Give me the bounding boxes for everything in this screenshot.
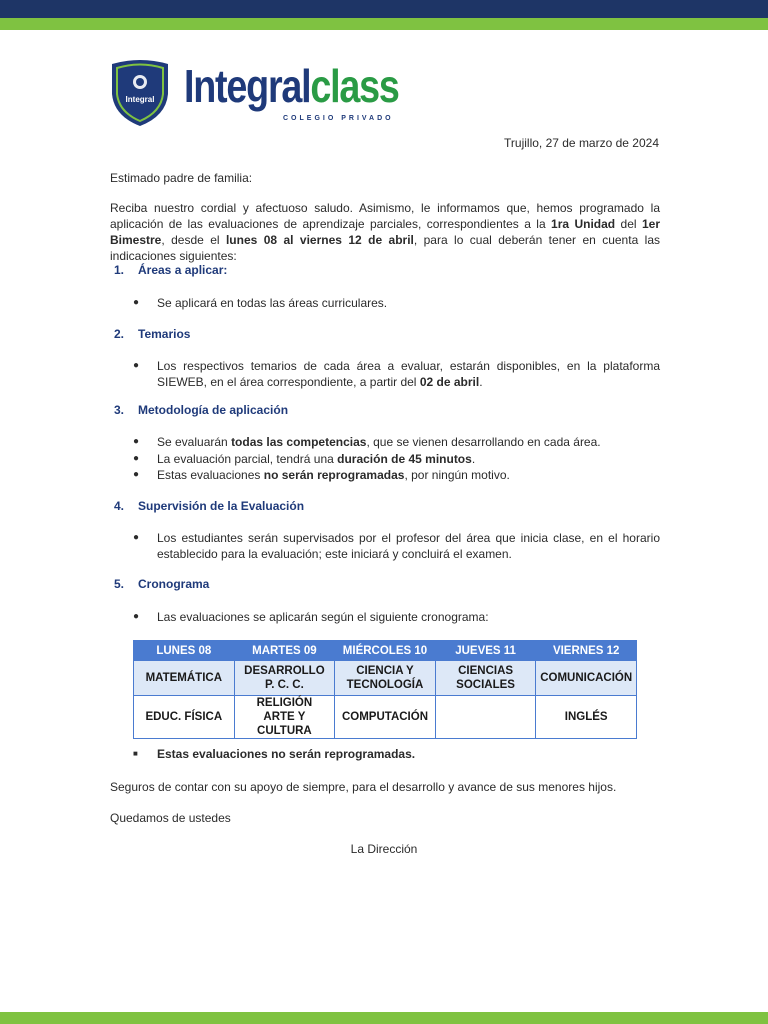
- text-run: .: [479, 375, 483, 389]
- section-title: Metodología de aplicación: [138, 403, 289, 417]
- intro-text-3: , desde el: [161, 233, 226, 247]
- list-item: [133, 434, 660, 450]
- bullet-icon: ●: [133, 436, 140, 447]
- text-run: .: [471, 452, 476, 466]
- text-run: Los respectivos temarios de cada área a evaluar, estarán disponibles, en la plataforma SIEWEB, en el área correspondiente, a partir del: [157, 359, 660, 389]
- text-bold: no serán reprogramadas: [263, 468, 405, 482]
- intro-bold-1: 1ra Unidad: [551, 217, 616, 231]
- column-header: MIÉRCOLES 10: [335, 641, 436, 661]
- section-heading-4: [114, 499, 304, 513]
- cell-line: MATEMÁTICA: [145, 672, 223, 684]
- list-item-text: Las evaluaciones se aplicarán según el siguiente cronograma:: [157, 610, 489, 624]
- table-cell: [234, 696, 335, 739]
- cell-line: CIENCIA Y: [356, 665, 414, 677]
- text-bold: todas las competencias: [231, 435, 367, 449]
- column-header: MARTES 09: [234, 641, 335, 661]
- list-item-text: Se aplicará en todas las áreas curriculares.: [157, 296, 388, 310]
- signature: La Dirección: [350, 842, 418, 856]
- cell-line: INGLÉS: [564, 711, 608, 723]
- text-bold: duración de 45 minutos: [337, 452, 472, 466]
- table-cell: [134, 661, 235, 696]
- column-header: VIERNES 12: [536, 641, 637, 661]
- cell-line: EDUC. FÍSICA: [145, 711, 223, 723]
- section-heading-2: [114, 327, 190, 341]
- table-cell: [435, 696, 536, 739]
- brand-part2: class: [310, 60, 399, 112]
- column-header: LUNES 08: [134, 641, 235, 661]
- cell-line: COMPUTACIÓN: [341, 711, 428, 723]
- list-item: [133, 609, 660, 625]
- section-number: 2.: [114, 327, 125, 341]
- section-title: Temarios: [138, 327, 191, 341]
- farewell: Quedamos de ustedes: [110, 811, 231, 825]
- text-bold: 02 de abril: [419, 375, 480, 389]
- brand-tagline: COLEGIO PRIVADO: [283, 115, 394, 122]
- table-cell: [134, 696, 235, 739]
- cell-line: TECNOLOGÍA: [346, 679, 424, 691]
- cell-line: CIENCIAS: [458, 665, 514, 677]
- bullet-icon: ●: [133, 532, 140, 543]
- table-cell: [335, 661, 436, 696]
- cell-line: DESARROLLO: [244, 665, 325, 677]
- top-green-bar: [0, 18, 768, 30]
- intro-bold-3: lunes 08 al viernes 12 de abril: [225, 233, 414, 247]
- shield-label: Integral: [125, 95, 155, 104]
- column-header: JUEVES 11: [435, 641, 536, 661]
- section-heading-1: [114, 263, 227, 277]
- intro-paragraph: [110, 200, 660, 264]
- table-cell: [536, 696, 637, 739]
- intro-bold-2: 1er Bimestre: [110, 217, 661, 247]
- closing-paragraph: Seguros de contar con su apoyo de siempre, para el desarrollo y avance de sus menores hijos.: [110, 780, 617, 794]
- intro-text-4: , para lo cual deberán tener en cuenta las indicaciones siguientes:: [110, 233, 660, 263]
- brand-part1: Integral: [184, 60, 311, 112]
- list-item-text: [157, 358, 660, 390]
- cell-line: ARTE Y CULTURA: [257, 711, 312, 737]
- bullet-icon: ●: [133, 297, 140, 308]
- section-title: Supervisión de la Evaluación: [138, 499, 305, 513]
- cell-line: RELIGIÓN: [256, 697, 313, 709]
- greeting: Estimado padre de familia:: [110, 171, 253, 185]
- cell-line: SOCIALES: [456, 679, 515, 691]
- list-item: [133, 295, 660, 311]
- table-header-row: [134, 641, 637, 661]
- list-item: [133, 358, 660, 390]
- list-item-text: [157, 451, 660, 467]
- section-title: Cronograma: [138, 577, 210, 591]
- section-number: 3.: [114, 403, 125, 417]
- text-run: La evaluación parcial, tendrá una: [157, 452, 338, 466]
- table-row: [134, 696, 637, 739]
- text-run: , por ningún motivo.: [404, 468, 510, 482]
- table-cell: [234, 661, 335, 696]
- bullet-icon: ●: [133, 453, 140, 464]
- cell-line: P. C. C.: [265, 679, 304, 691]
- list-item-text: [157, 467, 660, 483]
- intro-text-2: del: [615, 217, 642, 231]
- section-number: 4.: [114, 499, 125, 513]
- text-run: Se evaluarán: [157, 435, 232, 449]
- shield-emblem-icon: [108, 58, 172, 128]
- list-item-text: Los estudiantes serán supervisados por el profesor del área que inicia clase, en el horario establecido para la evaluación; este iniciará y concluirá el examen.: [157, 531, 660, 561]
- note-text: Estas evaluaciones no serán reprogramadas.: [157, 747, 416, 761]
- list-item: [133, 530, 660, 562]
- section-number: 1.: [114, 263, 125, 277]
- table-row: [134, 661, 637, 696]
- note-item: [133, 746, 660, 762]
- table-cell: [435, 661, 536, 696]
- schedule-table: [133, 640, 637, 739]
- section-number: 5.: [114, 577, 125, 591]
- bottom-green-bar: [0, 1012, 768, 1024]
- text-run: , que se vienen desarrollando en cada área.: [366, 435, 601, 449]
- text-run: Estas evaluaciones: [157, 468, 264, 482]
- top-navy-bar: [0, 0, 768, 18]
- square-bullet-icon: ■: [133, 749, 138, 758]
- intro-text-1: Reciba nuestro cordial y afectuoso saludo. Asimismo, le informamos que, hemos programado la aplicación de las evaluaciones de aprendizaje parciales, correspondientes a la: [110, 201, 660, 231]
- bullet-icon: ●: [133, 360, 140, 371]
- bullet-icon: ●: [133, 611, 140, 622]
- section-title: Áreas a aplicar:: [138, 263, 228, 277]
- school-logo: [108, 58, 399, 130]
- table-cell: [335, 696, 436, 739]
- list-item-text: [157, 434, 660, 450]
- brand-name: [184, 60, 399, 112]
- table-cell: [536, 661, 637, 696]
- section-heading-3: [114, 403, 288, 417]
- list-item: [133, 467, 660, 483]
- cell-line: COMUNICACIÓN: [540, 672, 633, 684]
- letter-date: Trujillo, 27 de marzo de 2024: [504, 136, 659, 150]
- list-item: [133, 451, 660, 467]
- section-heading-5: [114, 577, 209, 591]
- bullet-icon: ●: [133, 469, 140, 480]
